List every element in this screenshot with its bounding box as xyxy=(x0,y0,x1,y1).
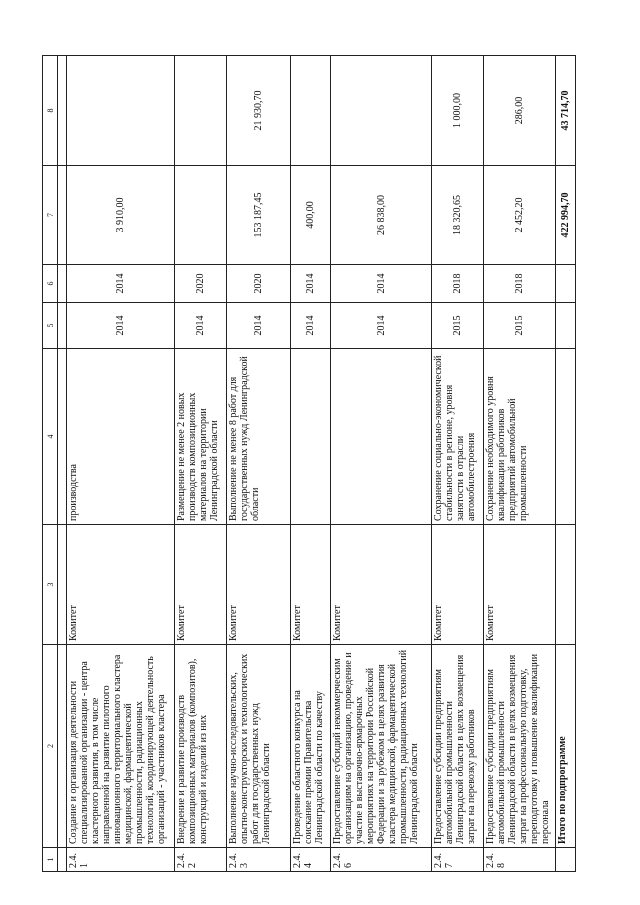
row-number: 2.4.6 xyxy=(331,848,431,872)
empty-cell xyxy=(555,265,575,303)
empty-cell xyxy=(58,265,67,303)
row-number: 2.4.8 xyxy=(483,848,555,872)
column-header: 7 xyxy=(43,166,58,265)
end-year: 2018 xyxy=(483,265,555,303)
column-header: 2 xyxy=(43,645,58,848)
executor: Комитет xyxy=(431,525,483,645)
start-year: 2014 xyxy=(331,303,431,349)
budget-col8: 286,00 xyxy=(483,56,555,166)
activity-name: Проведение областного конкурса на соискание премии Правительства Ленинградской области по качеству xyxy=(291,645,331,848)
total-budget-col7: 422 994,70 xyxy=(555,166,575,265)
rotated-table-wrapper xyxy=(42,56,576,872)
column-header: 6 xyxy=(43,265,58,303)
budget-col8: 21 930,70 xyxy=(227,56,291,166)
row-number: 2.4.3 xyxy=(227,848,291,872)
executor: Комитет xyxy=(483,525,555,645)
empty-cell xyxy=(58,848,67,872)
expected-result xyxy=(331,349,431,525)
empty-cell xyxy=(555,303,575,349)
column-header: 8 xyxy=(43,56,58,166)
table-row xyxy=(175,56,227,872)
end-year: 2014 xyxy=(67,265,175,303)
table-row xyxy=(331,56,431,872)
budget-col7: 3 910,00 xyxy=(67,166,175,265)
activity-name: Выполнение научно-исследовательских, опытно-конструкторских и технологических работ для государственных нужд Ленинградской области xyxy=(227,645,291,848)
empty-cell xyxy=(58,645,67,848)
row-number: 2.4.1 xyxy=(67,848,175,872)
activity-name: Предоставление субсидии предприятиям автомобильной промышленности Ленинградской области в целях возмещения затрат на перевозку работников xyxy=(431,645,483,848)
start-year: 2014 xyxy=(291,303,331,349)
total-budget-col8: 43 714,70 xyxy=(555,56,575,166)
column-header: 1 xyxy=(43,848,58,872)
budget-col7: 153 187,45 xyxy=(227,166,291,265)
row-number: 2.4.7 xyxy=(431,848,483,872)
expected-result: Размещение не менее 2 новых производств композиционных материалов на территории Ленинградской области xyxy=(175,349,227,525)
empty-cell xyxy=(58,166,67,265)
spacer-row xyxy=(58,56,67,872)
total-label: Итого по подпрограмме xyxy=(555,645,575,848)
empty-cell xyxy=(555,349,575,525)
table-row xyxy=(291,56,331,872)
table-row xyxy=(67,56,175,872)
budget-col8 xyxy=(331,56,431,166)
total-row xyxy=(555,56,575,872)
budget-col7: 400,00 xyxy=(291,166,331,265)
activity-name: Предоставление субсидий некоммерческим организациям на организацию, проведение и участие в выставочно-ярмарочных мероприятиях на территории Российской Федерации и за рубежом в целях развития кластера медицинской, фармацевтической промышленности, радиационных технологий Ленинградской области xyxy=(331,645,431,848)
row-number: 2.4.4 xyxy=(291,848,331,872)
executor: Комитет xyxy=(227,525,291,645)
table-row xyxy=(227,56,291,872)
start-year: 2014 xyxy=(67,303,175,349)
budget-col7: 26 838,00 xyxy=(331,166,431,265)
subprogram-table xyxy=(42,55,576,872)
budget-col8 xyxy=(67,56,175,166)
executor: Комитет xyxy=(291,525,331,645)
empty-cell xyxy=(555,848,575,872)
table-row xyxy=(483,56,555,872)
activity-name: Внедрение и развитие производств композиционных материалов (композитов), конструкций и изделий из них xyxy=(175,645,227,848)
executor: Комитет xyxy=(175,525,227,645)
expected-result: Выполнение не менее 8 работ для государственных нужд Ленинградской области xyxy=(227,349,291,525)
column-header: 4 xyxy=(43,349,58,525)
budget-col8 xyxy=(291,56,331,166)
budget-col7: 2 452,20 xyxy=(483,166,555,265)
activity-name: Предоставление субсидии предприятиям автомобильной промышленности Ленинградской области в целях возмещения затрат на профессиональную подготовку, переподготовку и повышение квалификации персонала xyxy=(483,645,555,848)
empty-cell xyxy=(58,525,67,645)
column-number-row xyxy=(43,56,58,872)
start-year: 2014 xyxy=(227,303,291,349)
budget-col7 xyxy=(175,166,227,265)
expected-result: Сохранение социально-экономической стабильности в регионе, уровня занятости в отрасли автомобилестроения xyxy=(431,349,483,525)
executor: Комитет xyxy=(67,525,175,645)
end-year: 2020 xyxy=(175,265,227,303)
table-row xyxy=(431,56,483,872)
empty-cell xyxy=(58,303,67,349)
row-number: 2.4.2 xyxy=(175,848,227,872)
end-year: 2014 xyxy=(331,265,431,303)
start-year: 2015 xyxy=(431,303,483,349)
end-year: 2020 xyxy=(227,265,291,303)
start-year: 2014 xyxy=(175,303,227,349)
budget-col8: 1 000,00 xyxy=(431,56,483,166)
column-header: 5 xyxy=(43,303,58,349)
empty-cell xyxy=(58,349,67,525)
executor: Комитет xyxy=(331,525,431,645)
expected-result: производства xyxy=(67,349,175,525)
start-year: 2015 xyxy=(483,303,555,349)
expected-result xyxy=(291,349,331,525)
end-year: 2014 xyxy=(291,265,331,303)
activity-name: Создание и организация деятельности специализированной организации - центра кластерного развития, в том числе направленной на развитие пилотного инновационного территориального кластера медицинской, фармацевтической промышленности, радиационных технологий, координирующей деятельность организаций - участников кластера xyxy=(67,645,175,848)
empty-cell xyxy=(555,525,575,645)
budget-col7: 18 320,65 xyxy=(431,166,483,265)
end-year: 2018 xyxy=(431,265,483,303)
expected-result: Сохранение необходимого уровня квалификации работников предприятий автомобильной промышленности xyxy=(483,349,555,525)
budget-col8 xyxy=(175,56,227,166)
column-header: 3 xyxy=(43,525,58,645)
empty-cell xyxy=(58,56,67,166)
